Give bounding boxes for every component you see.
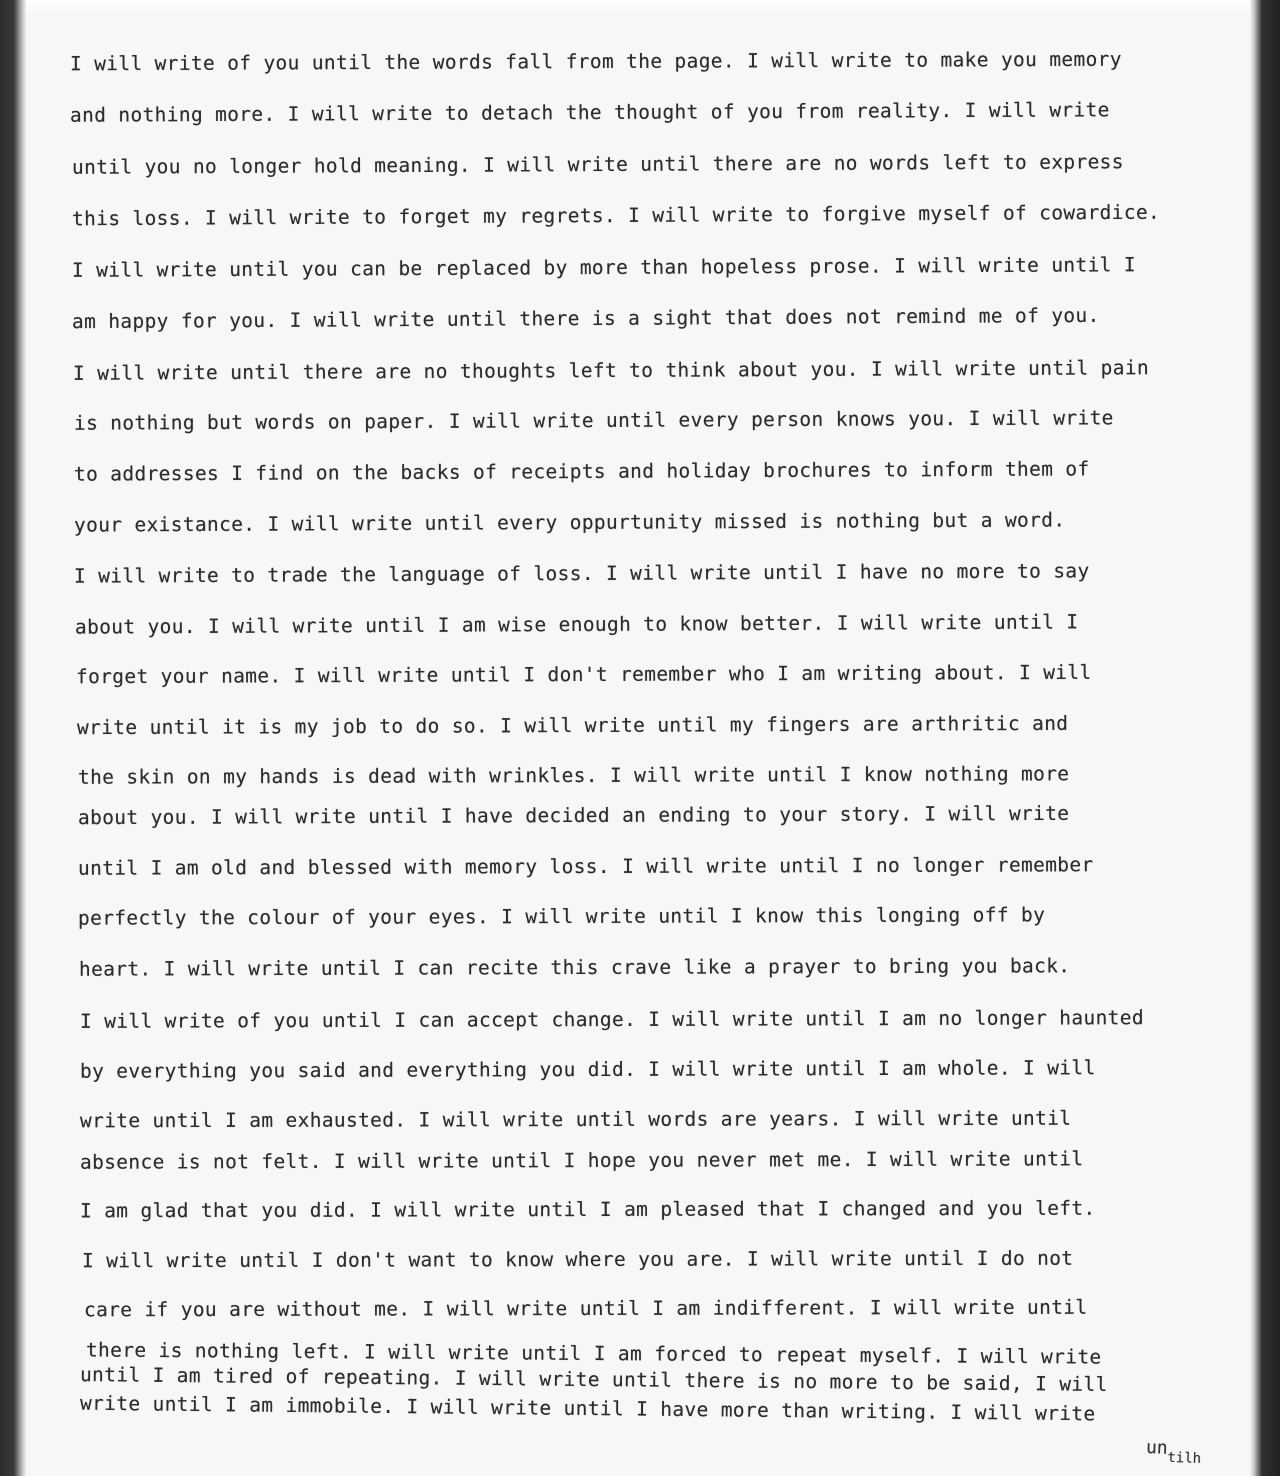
page-right-edge bbox=[1250, 0, 1280, 1476]
typed-line: the skin on my hands is dead with wrinkles. I will write until I know nothing more bbox=[77, 762, 1070, 789]
typed-line: your existance. I will write until every oppurtunity missed is nothing but a word. bbox=[73, 508, 1066, 537]
page-left-edge bbox=[0, 0, 26, 1476]
typed-line: until I am old and blessed with memory loss. I will write until I no longer remember bbox=[77, 853, 1094, 880]
typed-line: to addresses I find on the backs of receipts and holiday brochures to inform them of bbox=[73, 457, 1090, 486]
page-top-edge bbox=[0, 0, 1280, 18]
typed-line: care if you are without me. I will write until I am indifferent. I will write until bbox=[83, 1295, 1088, 1322]
typed-line: I am glad that you did. I will write until I am pleased that I changed and you left. bbox=[79, 1196, 1096, 1223]
typed-line: perfectly the colour of your eyes. I will write until I know this longing off by bbox=[77, 903, 1046, 930]
typed-line: about you. I will write until I have decided an ending to your story. I will write bbox=[77, 801, 1070, 830]
typed-line: I will write of you until I can accept change. I will write until I am no longer haunted bbox=[79, 1006, 1144, 1033]
typed-line: write until I am immobile. I will write until I have more than writing. I will write bbox=[79, 1391, 1096, 1426]
typed-line: is nothing but words on paper. I will write until every person knows you. I will write bbox=[73, 406, 1114, 435]
typed-line: write until I am exhausted. I will write until words are years. I will write until bbox=[79, 1106, 1072, 1133]
typed-line: until you no longer hold meaning. I will write until there are no words left to express bbox=[71, 150, 1124, 179]
typed-line: and nothing more. I will write to detach the thought of you from reality. I will write bbox=[69, 98, 1110, 127]
trailing-fragment bbox=[1145, 1437, 1202, 1467]
typed-line: I will write until I don't want to know where you are. I will write until I do not bbox=[81, 1246, 1074, 1273]
typed-line: this loss. I will write to forget my regrets. I will write to forgive myself of cowardice. bbox=[71, 200, 1161, 231]
typed-line: am happy for you. I will write until there is a sight that does not remind me of you. bbox=[71, 303, 1100, 334]
typed-line: absence is not felt. I will write until I hope you never met me. I will write until bbox=[79, 1147, 1084, 1174]
trailing-fragment-part: un bbox=[1145, 1437, 1169, 1459]
typed-line: there is nothing left. I will write until I am forced to repeat myself. I will write bbox=[85, 1338, 1102, 1369]
typed-line: I will write to trade the language of loss. I will write until I have no more to say bbox=[73, 559, 1090, 588]
typed-line: about you. I will write until I am wise enough to know better. I will write until I bbox=[74, 610, 1079, 639]
typed-line: I will write of you until the words fall from the page. I will write to make you memory bbox=[69, 47, 1122, 76]
typed-line: heart. I will write until I can recite this crave like a prayer to bring you back. bbox=[78, 954, 1071, 981]
typed-line: until I am tired of repeating. I will write until there is no more to be said, I will bbox=[79, 1363, 1108, 1396]
typed-line: by everything you said and everything you did. I will write until I am whole. I will bbox=[79, 1056, 1096, 1083]
trailing-fragment-part: tilh bbox=[1167, 1449, 1202, 1467]
typed-line: I will write until there are no thoughts left to think about you. I will write until pain bbox=[72, 356, 1150, 385]
typed-line: write until it is my job to do so. I will write until my fingers are arthritic and bbox=[76, 711, 1069, 740]
typed-line: forget your name. I will write until I don't remember who I am writing about. I will bbox=[75, 660, 1092, 689]
typed-line: I will write until you can be replaced by more than hopeless prose. I will write until I bbox=[71, 253, 1136, 282]
